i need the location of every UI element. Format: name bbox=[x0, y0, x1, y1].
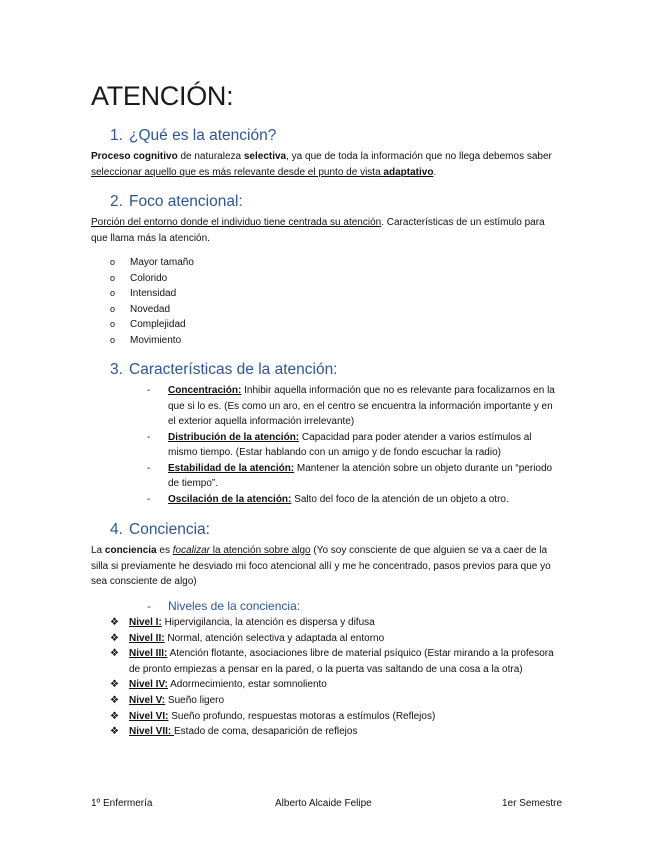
list-item bbox=[110, 255, 194, 271]
description: Salto del foco de la atención de un objeto a otro. bbox=[291, 493, 509, 505]
attention-characteristics-list bbox=[147, 383, 557, 507]
description: Sueño ligero bbox=[165, 694, 225, 706]
section-number: 1. bbox=[110, 127, 123, 144]
term: Nivel VII: bbox=[129, 726, 175, 738]
circle-bullet-icon: o bbox=[110, 303, 116, 314]
section-number: 4. bbox=[110, 521, 123, 538]
section-heading-1 bbox=[110, 126, 276, 146]
list-item-text: Intensidad bbox=[130, 288, 177, 299]
term: Oscilación de la atención: bbox=[168, 493, 292, 505]
list-item bbox=[110, 333, 194, 349]
term: Nivel III: bbox=[129, 648, 168, 660]
section-heading-text: Conciencia: bbox=[129, 521, 210, 538]
text: (Yo soy consciente de que alguien se va a caer de la silla si previamente he desviado mi foco atencional allí y me he concentrado, pasos previos para que yo sea consciente de algo) bbox=[91, 545, 551, 588]
description: Atención flotante, asociaciones libre de material psíquico (Estar mirando a la profesora de pronto empiezas a pensar en la pared, o la puerta vas saltando de una cosa a la otra) bbox=[129, 648, 554, 675]
diamond-bullet-icon: ❖ bbox=[110, 648, 119, 660]
list-item bbox=[147, 461, 557, 492]
circle-bullet-icon: o bbox=[110, 257, 116, 267]
text: . bbox=[433, 166, 437, 178]
description: Normal, atención selectiva y adaptada al entorno bbox=[164, 632, 385, 644]
diamond-bullet-icon: ❖ bbox=[110, 617, 119, 628]
text-underlined: Porción del entorno donde el individuo tiene centrada su atención bbox=[91, 217, 382, 228]
term: Distribución de la atención: bbox=[168, 431, 300, 443]
list-item bbox=[110, 302, 194, 318]
text-underlined-bold: adaptativo bbox=[383, 166, 434, 178]
list-item-text: Movimiento bbox=[130, 334, 182, 346]
list-item-text: Mayor tamaño bbox=[130, 257, 194, 268]
dash-bullet-icon: - bbox=[147, 599, 151, 613]
dash-bullet-icon: - bbox=[147, 385, 151, 396]
description: Mantener la atención sobre un objeto durante un “periodo de tiempo”. bbox=[168, 462, 553, 489]
text: de naturaleza bbox=[177, 151, 244, 162]
description: Adormecimiento, estar somnoliento bbox=[167, 679, 327, 691]
term: Nivel IV: bbox=[129, 679, 168, 691]
footer-left: 1º Enfermería bbox=[91, 798, 153, 809]
text-bold: Proceso cognitivo bbox=[91, 151, 178, 162]
diamond-bullet-icon: ❖ bbox=[110, 694, 119, 706]
paragraph-focus-definition bbox=[91, 215, 561, 246]
description: Sueño profundo, respuestas motoras a estímulos (Reflejos) bbox=[168, 710, 436, 722]
list-item-text: Novedad bbox=[130, 303, 171, 315]
stimulus-features-list bbox=[110, 255, 194, 348]
list-item bbox=[110, 724, 565, 740]
list-item bbox=[110, 709, 565, 725]
list-item bbox=[147, 383, 557, 430]
description: Inhibir aquella información que no es relevante para focalizarnos en la que si lo es. (Es como un aro, en el centro se encuentra la información importante y en el exterior aquella información irrelevante) bbox=[168, 385, 555, 427]
list-item bbox=[110, 646, 565, 677]
list-item bbox=[110, 271, 194, 287]
list-item bbox=[110, 677, 565, 693]
footer-center: Alberto Alcaide Felipe bbox=[275, 798, 372, 809]
paragraph-consciousness-definition bbox=[91, 543, 561, 590]
list-item bbox=[110, 317, 194, 333]
list-item bbox=[147, 430, 557, 461]
term: Nivel II: bbox=[129, 632, 165, 644]
paragraph-attention-definition bbox=[91, 149, 561, 180]
text-underlined: seleccionar aquello que es más relevante desde el punto de vista bbox=[91, 166, 384, 178]
term: Nivel I: bbox=[129, 617, 162, 628]
list-item bbox=[147, 492, 557, 508]
list-item-text: Colorido bbox=[130, 272, 168, 284]
section-heading-text: Características de la atención: bbox=[129, 361, 338, 378]
list-item bbox=[110, 631, 565, 647]
term: Nivel V: bbox=[129, 694, 166, 706]
diamond-bullet-icon: ❖ bbox=[110, 710, 119, 722]
list-item bbox=[110, 286, 194, 302]
term: Concentración: bbox=[168, 385, 242, 396]
diamond-bullet-icon: ❖ bbox=[110, 679, 119, 691]
circle-bullet-icon: o bbox=[110, 272, 116, 283]
footer-right: 1er Semestre bbox=[502, 798, 563, 809]
description: Hipervigilancia, la atención es dispersa y difusa bbox=[161, 617, 375, 628]
list-item bbox=[110, 615, 565, 631]
text: , ya que de toda la información que no llega debemos saber bbox=[286, 151, 552, 162]
description: Capacidad para poder atender a varios estímulos al mismo tiempo. (Estar hablando con un amigo y de fondo escuchar la radio) bbox=[168, 431, 532, 458]
text: La bbox=[91, 545, 105, 556]
text-bold: conciencia bbox=[104, 545, 157, 556]
circle-bullet-icon: o bbox=[110, 319, 116, 329]
text-underlined: la atención sobre algo bbox=[209, 545, 311, 556]
text: . Características de un estímulo para que llama más la atención. bbox=[91, 217, 545, 244]
subheading-text: Niveles de la conciencia: bbox=[168, 599, 301, 613]
diamond-bullet-icon: ❖ bbox=[110, 632, 119, 644]
section-heading-3 bbox=[110, 360, 338, 380]
text-italic-underlined: focalizar bbox=[172, 545, 210, 556]
text-bold: selectiva bbox=[243, 151, 287, 162]
section-number: 2. bbox=[110, 193, 123, 210]
dash-bullet-icon: - bbox=[147, 462, 151, 474]
description: Estado de coma, desaparición de reflejos bbox=[174, 726, 358, 738]
list-item bbox=[110, 693, 565, 709]
consciousness-levels-list bbox=[110, 615, 565, 740]
text: es bbox=[156, 545, 173, 556]
section-heading-4 bbox=[110, 520, 210, 540]
circle-bullet-icon: o bbox=[110, 288, 116, 298]
section-heading-text: ¿Qué es la atención? bbox=[129, 127, 277, 144]
section-heading-text: Foco atencional: bbox=[129, 193, 243, 210]
section-heading-2 bbox=[110, 192, 243, 212]
dash-bullet-icon: - bbox=[147, 493, 151, 505]
section-number: 3. bbox=[110, 361, 123, 378]
term: Nivel VI: bbox=[129, 710, 169, 722]
subheading-consciousness-levels bbox=[147, 598, 300, 614]
list-item-text: Complejidad bbox=[130, 319, 186, 330]
document-title: ATENCIÓN: bbox=[91, 81, 234, 111]
dash-bullet-icon: - bbox=[147, 431, 151, 443]
diamond-bullet-icon: ❖ bbox=[110, 726, 119, 738]
circle-bullet-icon: o bbox=[110, 334, 116, 345]
term: Estabilidad de la atención: bbox=[168, 462, 295, 474]
